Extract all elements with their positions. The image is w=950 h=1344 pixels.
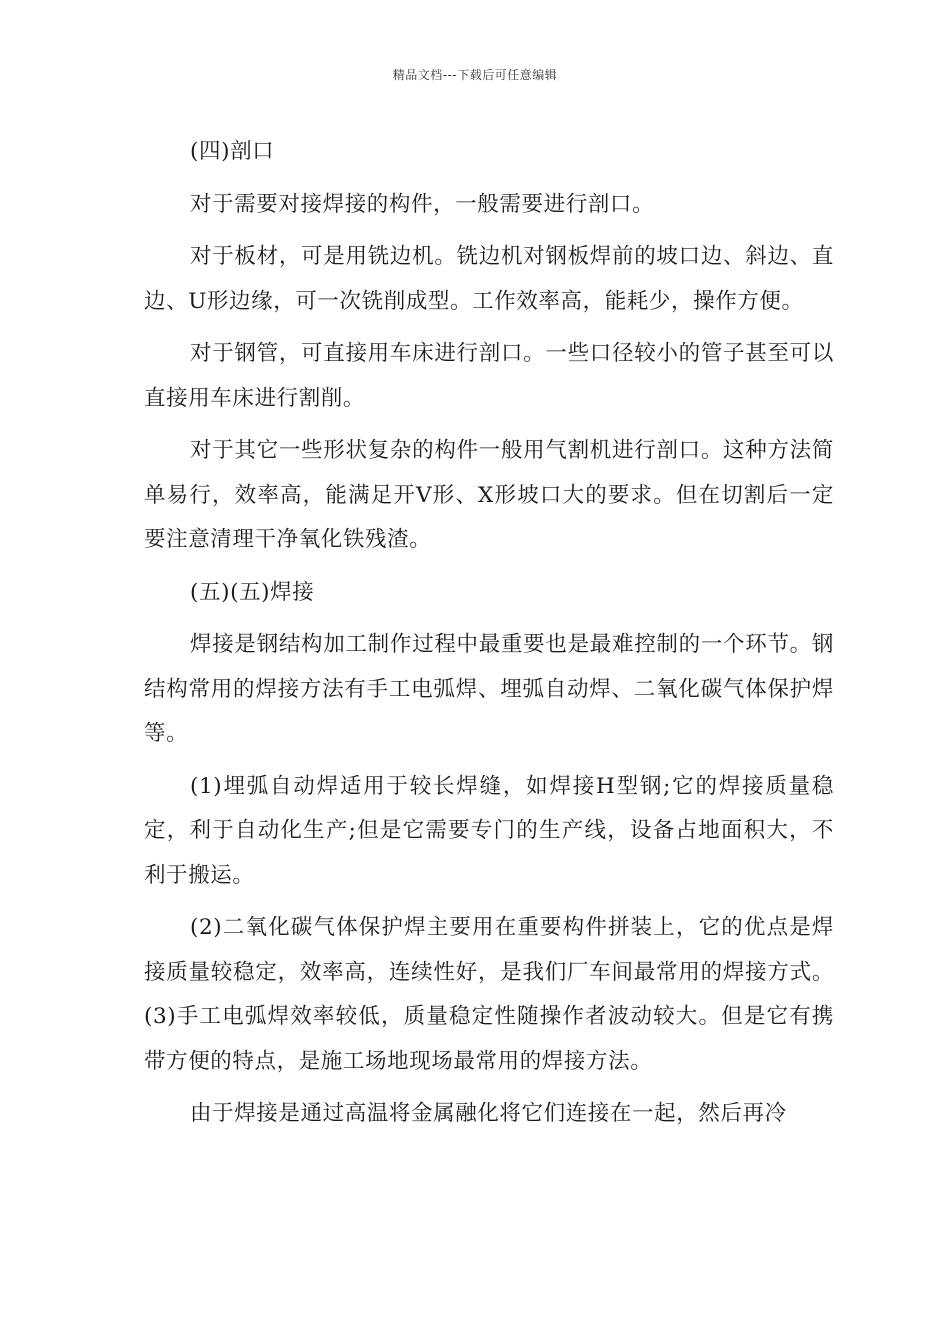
paragraph: (2)二氧化碳气体保护焊主要用在重要构件拼装上，它的优点是焊接质量较稳定，效率高，连续性好，是我们厂车间最常用的焊接方式。(3)手工电弧焊效率较低，质量稳定性随操作者波动较大。但是它有携带方便的特点，是施工场地现场最常用的焊接方法。 <box>144 915 834 1074</box>
paragraph: 对于需要对接焊接的构件，一般需要进行剖口。 <box>190 191 655 217</box>
paragraph: 由于焊接是通过高温将金属融化将它们连接在一起，然后再冷 <box>190 1101 787 1126</box>
paragraph: (1)埋弧自动焊适用于较长焊缝，如焊接H型钢;它的焊接质量稳定，利于自动化生产;但是它需要专门的生产线，设备占地面积大，不利于搬运。 <box>144 773 834 888</box>
paragraph: 焊接是钢结构加工制作过程中最重要也是最难控制的一个环节。钢结构常用的焊接方法有手工电弧焊、埋弧自动焊、二氧化碳气体保护焊等。 <box>144 632 834 746</box>
section-heading-bevel: (四)剖口 <box>190 139 275 164</box>
section-heading-welding: (五)(五)焊接 <box>190 579 315 605</box>
paragraph: 对于钢管，可直接用车床进行剖口。一些口径较小的管子甚至可以直接用车床进行割削。 <box>144 341 834 411</box>
paragraph: 对于板材，可是用铣边机。铣边机对钢板焊前的坡口边、斜边、直边、U形边缘，可一次铣削成型。工作效率高，能耗少，操作方便。 <box>144 244 834 314</box>
page-header: 精品文档---下载后可任意编辑 <box>392 68 558 82</box>
paragraph: 对于其它一些形状复杂的构件一般用气割机进行剖口。这种方法简单易行，效率高，能满足开V形、X形坡口大的要求。但在切割后一定要注意清理干净氧化铁残渣。 <box>144 438 834 552</box>
document-body <box>144 130 834 1145</box>
